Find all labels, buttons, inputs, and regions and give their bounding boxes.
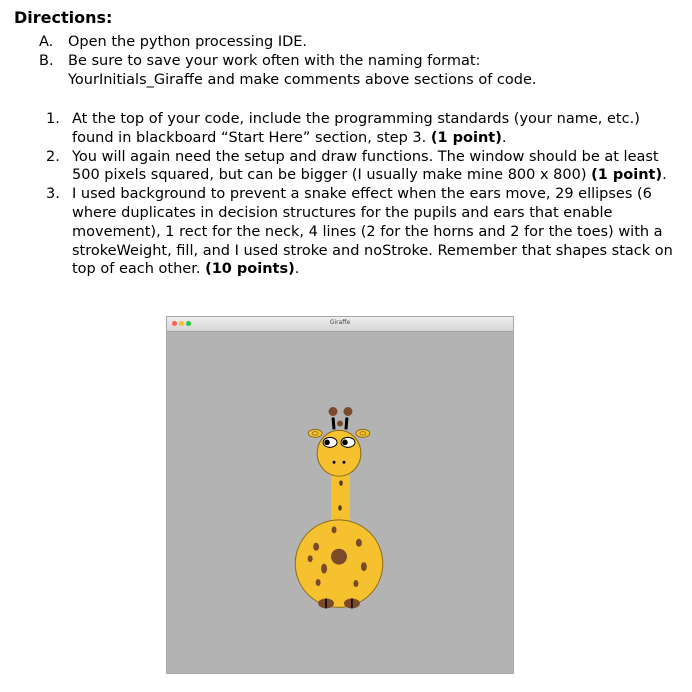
body-spot: [321, 564, 327, 574]
left-horn: [333, 417, 334, 429]
giraffe-head: [317, 430, 361, 476]
left-ear: [308, 429, 322, 437]
list-item-text: I used background to prevent a snake effect when the ears move, 29 ellipses (6 where duplicates in decision structures for the pupils and ears that enable movement), 1 rect for the neck, 4 lines (2 for the horns and 2 for the toes) with a strokeWeight, fill, and I used stroke and noStroke. Remember that shapes stack on top of each other.: [72, 186, 673, 278]
points-label: (1 point): [430, 129, 502, 146]
window-titlebar: [167, 317, 513, 332]
body-spot: [356, 539, 362, 547]
points-label: (1 point): [591, 167, 663, 184]
list-marker: A.: [39, 34, 54, 50]
right-nostril: [342, 461, 345, 464]
left-pupil: [324, 440, 330, 446]
right-ear: [356, 429, 370, 437]
neck-spot: [339, 480, 343, 486]
points-label: (10 points): [205, 261, 295, 278]
right-horn-knob: [343, 407, 352, 416]
giraffe-canvas: [167, 331, 513, 673]
body-spot: [332, 526, 337, 533]
body-spot: [316, 579, 321, 586]
list-marker: B.: [39, 53, 54, 69]
right-horn: [346, 417, 347, 429]
right-pupil: [342, 440, 348, 446]
list-item-3: [46, 185, 676, 279]
lettered-list: [39, 33, 676, 90]
list-item-text: You will again need the setup and draw functions. The window should be at least 500 pixels squared, but can be bigger (I usually make mine 800 x 800): [72, 148, 659, 184]
list-marker: 3.: [46, 186, 60, 203]
body-spot-large: [331, 549, 347, 565]
directions-heading: Directions:: [14, 8, 113, 27]
body-spot: [308, 555, 313, 562]
list-item-a: [39, 33, 676, 52]
list-marker: 1.: [46, 111, 60, 127]
list-item-text: At the top of your code, include the programming standards (your name, etc.) found in blackboard “Start Here” section, step 3.: [72, 111, 640, 146]
body-spot: [361, 562, 367, 571]
giraffe-window: [166, 316, 514, 674]
list-item-b: [39, 52, 676, 90]
list-item-end: .: [501, 129, 507, 146]
list-item-end: .: [294, 261, 300, 278]
left-nostril: [333, 461, 336, 464]
list-item-text-continued: YourInitials_Giraffe and make comments above sections of code.: [68, 72, 537, 88]
list-item-1: [46, 110, 676, 148]
window-title: Giraffe: [329, 319, 351, 326]
neck-spot: [338, 505, 342, 511]
body-spot: [353, 580, 358, 587]
numbered-list: [46, 110, 676, 279]
body-spot: [313, 543, 319, 551]
left-horn-knob: [329, 407, 338, 416]
list-item-text: Be sure to save your work often with the naming format:: [68, 53, 481, 69]
horn-knob-tip: [337, 420, 343, 426]
list-item-end: .: [662, 167, 667, 184]
list-item-text: Open the python processing IDE.: [68, 34, 308, 50]
list-marker: 2.: [46, 148, 60, 165]
list-item-2: [46, 148, 676, 186]
